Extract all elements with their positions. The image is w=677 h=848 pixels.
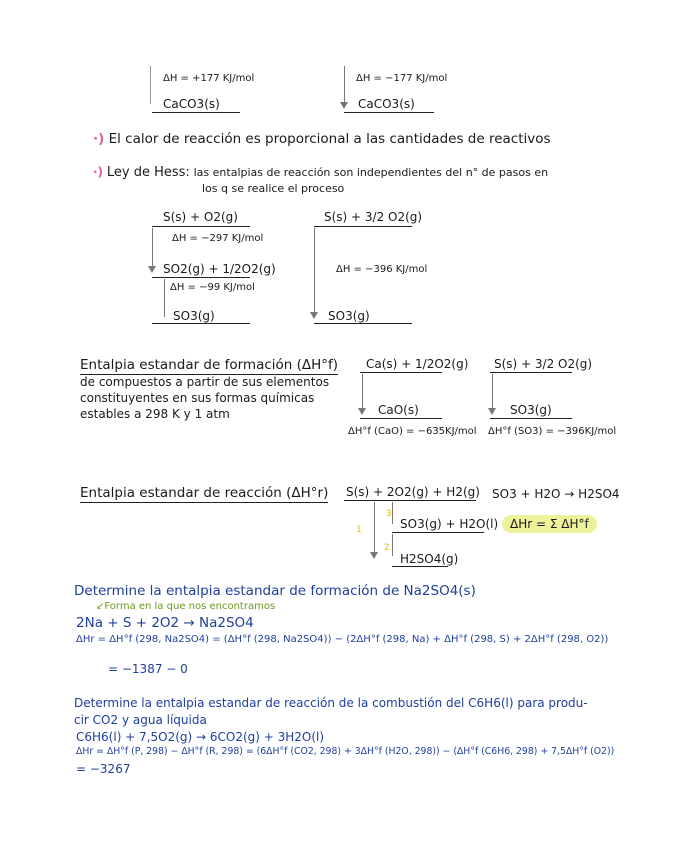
hess-left-dh1: ΔH = −297 KJ/mol bbox=[172, 233, 264, 244]
hess-right-arrow-head bbox=[310, 312, 318, 319]
reaction-top: S(s) + 2O2(g) + H2(g) bbox=[346, 485, 480, 499]
reaction-title-text: Entalpia estandar de reacción (ΔH°r) bbox=[80, 485, 329, 501]
reaction-mid-line bbox=[392, 532, 484, 533]
reaction-bot: H2SO4(g) bbox=[400, 552, 459, 566]
reaction-title bbox=[80, 486, 328, 501]
hess-left-arrow1-head bbox=[148, 266, 156, 273]
hess-right-bot: SO3(g) bbox=[328, 309, 370, 323]
ex2-dh: ΔHr = ΔH°f (P, 298) − ΔH°f (R, 298) = (6ΔH°f (CO2, 298) + 3ΔH°f (H2O, 298)) − (ΔH°f (C6H6, 298) + 7,5ΔH°f (O2)) bbox=[76, 746, 615, 757]
bullet-2-mark: ·) bbox=[93, 165, 104, 179]
bullet-2-text-line2: los q se realice el proceso bbox=[202, 182, 345, 195]
hess-right-top: S(s) + 3/2 O2(g) bbox=[324, 210, 423, 224]
formation-title bbox=[80, 358, 338, 373]
formation-ex2-arrow bbox=[492, 374, 493, 410]
reaction-equation: SO3 + H2O → H2SO4 bbox=[492, 487, 620, 501]
top-left-underline bbox=[152, 112, 240, 113]
hess-left-arrow1 bbox=[152, 228, 153, 268]
bullet-1 bbox=[93, 132, 551, 147]
formation-ex2-top: S(s) + 3/2 O2(g) bbox=[494, 357, 593, 371]
ex1-equation: 2Na + S + 2O2 → Na2SO4 bbox=[76, 615, 254, 631]
hess-right-arrow bbox=[314, 228, 315, 314]
hess-left-mid: SO2(g) + 1/2O2(g) bbox=[163, 262, 276, 276]
ex2-title-line2: cir CO2 y agua líquida bbox=[74, 713, 207, 727]
top-right-arrow-head bbox=[340, 102, 348, 109]
reaction-arrow-2 bbox=[392, 534, 393, 556]
bullet-2-text: las entalpias de reacción son independientes del n° de pasos en bbox=[193, 166, 549, 179]
reaction-step-1: 1 bbox=[356, 525, 362, 535]
ex1-note: ↙Forma en la que nos encontramos bbox=[96, 601, 276, 612]
formation-line3: constituyentes en sus formas químicas bbox=[80, 391, 315, 405]
ex2-result: = −3267 bbox=[76, 762, 131, 776]
bullet-1-text: El calor de reacción es proporcional a las cantidades de reactivos bbox=[108, 131, 551, 147]
formation-ex2-arrow-head bbox=[488, 408, 496, 415]
reaction-step-2: 2 bbox=[384, 543, 390, 553]
reaction-step-3: 3 bbox=[386, 509, 392, 519]
formation-ex2-dh: ΔH°f (SO3) = −396KJ/mol bbox=[488, 426, 617, 437]
ex1-result: = −1387 − 0 bbox=[108, 662, 188, 676]
formation-ex1-arrow-head bbox=[358, 408, 366, 415]
top-left-arrow-line bbox=[150, 66, 151, 104]
formation-ex2-bot-line bbox=[490, 418, 572, 419]
formation-ex1-top-line bbox=[360, 372, 442, 373]
ex2-title-line1: Determine la entalpia estandar de reacción de la combustión del C6H6(l) para produ- bbox=[74, 696, 588, 710]
formation-ex1-bot-line bbox=[360, 418, 442, 419]
formation-ex1-arrow bbox=[362, 374, 363, 410]
formation-line4: estables a 298 K y 1 atm bbox=[80, 407, 230, 421]
top-right-underline bbox=[344, 112, 434, 113]
formation-ex1-dh: ΔH°f (CaO) = −635KJ/mol bbox=[348, 426, 477, 437]
formation-ex1-top: Ca(s) + 1/2O2(g) bbox=[366, 357, 469, 371]
hess-right-top-line bbox=[314, 226, 412, 227]
reaction-mid: SO3(g) + H2O(l) bbox=[400, 517, 499, 531]
hess-left-top-line bbox=[152, 226, 250, 227]
bullet-2-term: Ley de Hess: bbox=[106, 165, 190, 180]
hess-left-bot-line bbox=[152, 323, 250, 324]
ex1-title: Determine la entalpia estandar de formación de Na2SO4(s) bbox=[74, 583, 476, 599]
hess-left-top: S(s) + O2(g) bbox=[163, 210, 238, 224]
reaction-bot-line bbox=[392, 566, 448, 567]
formation-ex2-top-line bbox=[490, 372, 572, 373]
reaction-formula-box bbox=[502, 518, 597, 531]
top-right-dh: ΔH = −177 KJ/mol bbox=[356, 73, 448, 84]
reaction-arrow-3 bbox=[392, 502, 393, 524]
top-right-caco3: CaCO3(s) bbox=[358, 97, 415, 111]
bullet-1-mark: ·) bbox=[93, 131, 105, 147]
top-right-arrow-line bbox=[344, 66, 345, 102]
top-left-dh: ΔH = +177 KJ/mol bbox=[163, 73, 255, 84]
top-left-caco3: CaCO3(s) bbox=[163, 97, 220, 111]
formation-ex1-bot: CaO(s) bbox=[378, 403, 419, 417]
formation-line2: de compuestos a partir de sus elementos bbox=[80, 375, 330, 389]
hess-left-arrow2 bbox=[164, 279, 165, 317]
ex1-dh: ΔHr = ΔH°f (298, Na2SO4) = (ΔH°f (298, Na2SO4)) − (2ΔH°f (298, Na) + ΔH°f (298, S) + 2ΔH°f (298, O2)) bbox=[76, 634, 609, 645]
reaction-arrow-1 bbox=[374, 502, 375, 554]
hess-right-dh: ΔH = −396 KJ/mol bbox=[336, 264, 428, 275]
hess-left-mid-line bbox=[152, 277, 250, 278]
bullet-2 bbox=[93, 166, 548, 180]
formation-ex2-bot: SO3(g) bbox=[510, 403, 552, 417]
reaction-formula: ΔHr = Σ ΔH°f bbox=[502, 515, 597, 533]
formation-title-text: Entalpia estandar de formación (ΔH°f) bbox=[80, 357, 339, 373]
reaction-arrow-1-head bbox=[370, 552, 378, 559]
reaction-top-line bbox=[344, 500, 476, 501]
hess-right-bot-line bbox=[314, 323, 412, 324]
hess-left-dh2: ΔH = −99 KJ/mol bbox=[170, 282, 255, 293]
ex2-equation: C6H6(l) + 7,5O2(g) → 6CO2(g) + 3H2O(l) bbox=[76, 730, 325, 744]
hess-left-bot: SO3(g) bbox=[173, 309, 215, 323]
